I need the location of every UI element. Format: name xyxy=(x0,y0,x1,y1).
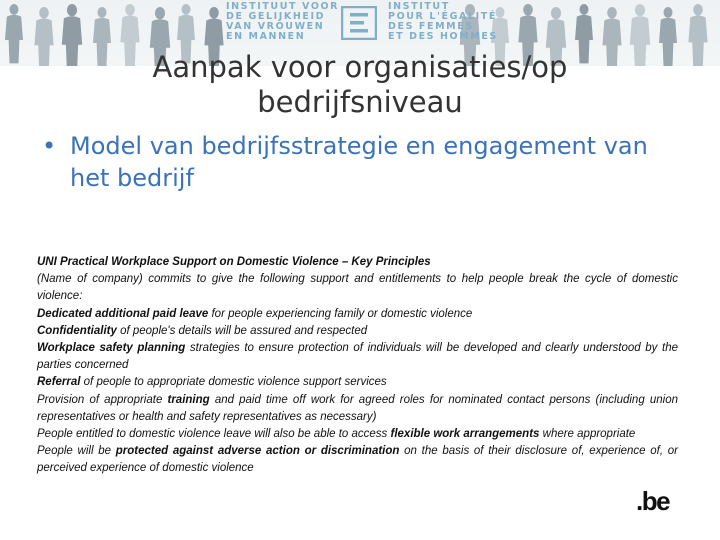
bullet-item xyxy=(42,130,682,194)
person-silhouette-icon xyxy=(659,7,677,66)
principle-training: Provision of appropriate training and paid time off work for agreed roles for nominated contact persons (including union representatives or health and safety representatives as necessary) xyxy=(37,393,678,423)
be-logo: .be xyxy=(636,486,670,516)
logo-line: DE GELIJKHEID xyxy=(226,11,326,22)
principle-paid-leave: Dedicated additional paid leave for people experiencing family or domestic violence xyxy=(37,307,473,320)
institute-name-nl xyxy=(226,2,339,42)
principle-referral: Referral of people to appropriate domestic violence support services xyxy=(37,376,387,389)
logo-line: EN MANNEN xyxy=(226,31,306,42)
principles-text-box xyxy=(37,254,678,478)
bullet-dot: • xyxy=(42,132,57,160)
logo-line: INSTITUT xyxy=(388,1,450,12)
slide-title: Aanpak voor organisaties/op bedrijfsniveau xyxy=(152,50,568,119)
person-silhouette-icon xyxy=(5,4,23,63)
bullet-text: Model van bedrijfsstrategie en engagement van het bedrijf xyxy=(70,132,648,192)
principle-safety-planning: Workplace safety planning strategies to ensure protection of individuals will be developed and clearly understood by the parties concerned xyxy=(37,342,678,372)
person-silhouette-icon xyxy=(688,4,707,66)
logo-line: INSTITUUT VOOR xyxy=(226,1,340,12)
principle-flexible-work: People entitled to domestic violence leave will also be able to access flexible work arrangements where appropriate xyxy=(37,428,636,441)
principles-heading: UNI Practical Workplace Support on Domestic Violence – Key Principles xyxy=(37,256,431,268)
person-silhouette-icon xyxy=(34,7,53,66)
logo-line: ET DES HOMMES xyxy=(388,31,498,42)
equality-institute-logo-icon xyxy=(341,6,377,40)
logo-line: DES FEMMES xyxy=(388,21,474,32)
logo-line: POUR L'ÉGALITÉ xyxy=(388,11,497,22)
principle-confidentiality: Confidentiality of people's details will be assured and respected xyxy=(37,324,368,337)
principle-protection: People will be protected against adverse action or discrimination on the basis of their disclosure of, experience of, or perceived experience of domestic violence xyxy=(37,445,679,475)
principles-intro: (Name of company) commits to give the following support and entitlements to help people break the cycle of domestic violence: xyxy=(37,273,678,303)
logo-line: VAN VROUWEN xyxy=(226,21,325,32)
institute-name-fr xyxy=(388,2,498,42)
